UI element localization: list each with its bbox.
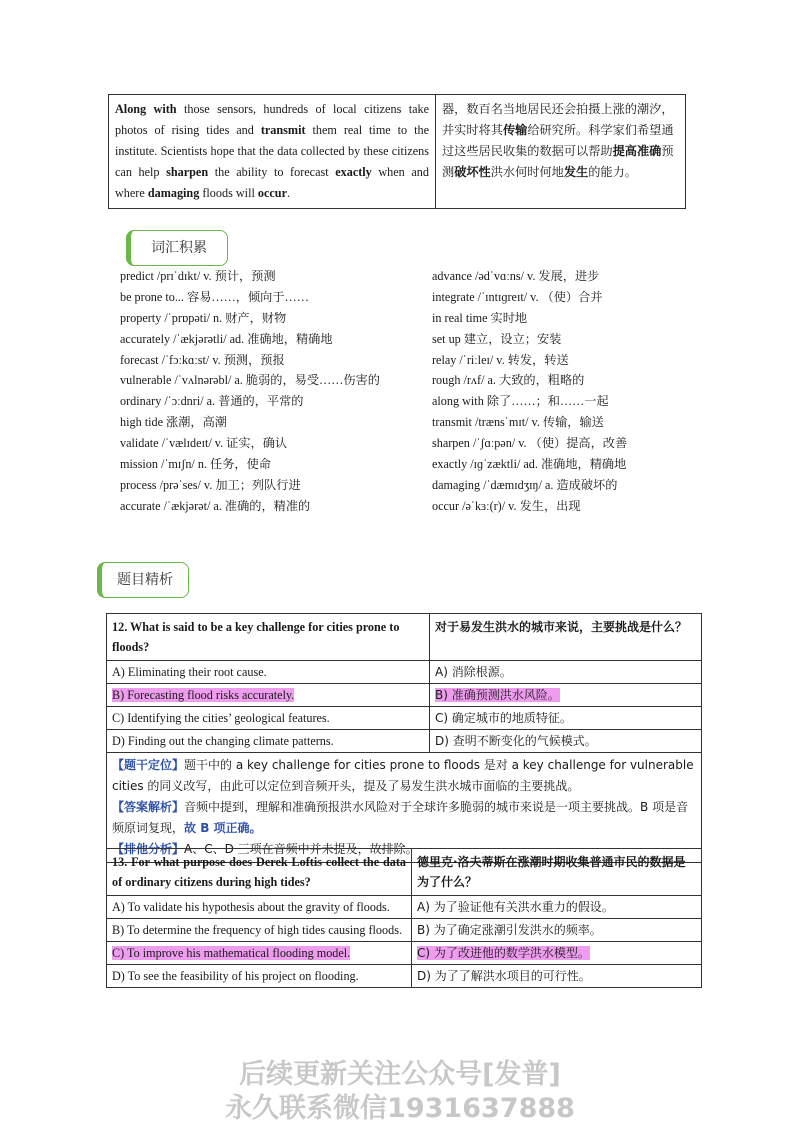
question-12-table — [106, 613, 702, 863]
passage-cn-run: 洪水何时何地 — [490, 165, 564, 179]
q13-option-d — [107, 965, 702, 988]
vocab-list-right — [432, 266, 627, 517]
q12-exclude: 【排他分析】A、C、D 三项在音频中并未提及，故排除。 — [112, 842, 418, 856]
passage-en-run: floods will — [199, 186, 258, 200]
q13-option-b-en: B) To determine the frequency of high tides causing floods. — [112, 923, 402, 937]
vocab-right-item: exactly /ɪɡˈzæktli/ ad. 准确地，精确地 — [432, 457, 627, 472]
q12-option-a-cn: A) 消除根源。 — [435, 665, 512, 679]
question-13-stem-row — [107, 849, 702, 896]
passage-en-run: those sensors, hundreds of local citizens take photos of rising tides and — [115, 102, 429, 137]
vocab-right-item: set up 建立，设立；安装 — [432, 331, 562, 346]
q12-option-c-cn: C) 确定城市的地质特征。 — [435, 711, 572, 725]
passage-en-run: Along with — [115, 102, 177, 116]
q12-option-c — [107, 707, 702, 730]
q13-option-c — [107, 942, 702, 965]
passage-cn-run: 预测 — [442, 144, 674, 179]
q13-option-c-en: C) To improve his mathematical flooding model. — [112, 946, 351, 960]
vocab-right-item: transmit /trænsˈmɪt/ v. 传输，输送 — [432, 415, 604, 430]
question-13-cn: 德里克·洛夫蒂斯在涨潮时期收集普通市民的数据是为了什么？ — [417, 855, 686, 889]
q12-option-b — [107, 684, 702, 707]
passage-en-run: damaging — [147, 186, 200, 200]
q12-option-b-en: B) Forecasting flood risks accurately. — [112, 688, 295, 702]
passage-en-run: . — [287, 186, 291, 200]
vocab-right-item: advance /ədˈvɑːns/ v. 发展，进步 — [432, 269, 600, 283]
vocab-right-item: relay /ˈriːleɪ/ v. 转发，转送 — [432, 352, 569, 367]
q12-option-b-cn: B) 准确预测洪水风险。 — [435, 688, 560, 702]
vocab-left-item: accurately /ˈækjərətli/ ad. 准确地，精确地 — [120, 331, 333, 346]
q13-option-c-cn: C) 为了改进他的数学洪水模型。 — [417, 946, 590, 960]
vocab-left-item: vulnerable /ˈvʌlnərəbl/ a. 脆弱的，易受……伤害的 — [120, 373, 380, 388]
q12-option-d-cn: D) 查明不断变化的气候模式。 — [435, 734, 597, 748]
q12-analysis-row — [107, 753, 702, 863]
q12-option-d — [107, 730, 702, 753]
vocab-left-item: high tide 涨潮，高潮 — [120, 415, 227, 430]
passage-en-run: them real time to the institute. Scientists hope that the data collected by these citizens can help — [115, 123, 429, 179]
passage-chinese — [436, 95, 686, 209]
passage-en-run: sharpen — [166, 165, 209, 179]
passage-cn-run: 传输 — [502, 123, 528, 137]
q12-option-a — [107, 661, 702, 684]
passage-cn-run: 发生 — [563, 165, 589, 179]
passage-cn-run: 的能力。 — [588, 165, 637, 179]
question-12-stem-row — [107, 614, 702, 661]
q13-option-a-cn: A) 为了验证他有关洪水重力的假设。 — [417, 900, 614, 914]
passage-en-run: when and where — [115, 165, 429, 200]
vocab-left-item: predict /prɪˈdɪkt/ v. 预计，预测 — [120, 269, 276, 283]
vocab-list-left — [120, 266, 380, 517]
vocab-left-item: forecast /ˈfɔːkɑːst/ v. 预测，预报 — [120, 352, 285, 367]
question-13-table — [106, 848, 702, 988]
passage-english — [109, 95, 436, 209]
q12-option-c-en: C) Identifying the cities’ geological features. — [112, 711, 330, 725]
passage-en-run: the ability to forecast — [208, 165, 336, 179]
vocab-right-item: damaging /ˈdæmɪdʒɪŋ/ a. 造成破坏的 — [432, 477, 618, 492]
vocab-right-item: along with 除了……；和……一起 — [432, 394, 609, 409]
vocab-right-item: occur /əˈkɜː(r)/ v. 发生，出现 — [432, 498, 581, 513]
q12-option-a-en: A) Eliminating their root cause. — [112, 665, 267, 679]
vocab-left-item: mission /ˈmɪʃn/ n. 任务，使命 — [120, 457, 271, 472]
q12-locate: 【题干定位】题干中的 a key challenge for cities prone to floods 是对 a key challenge for vulnerable cities 的同义改写，由此可以定位到音频开头，提及了易发生洪水城市面临的主要挑战。 — [112, 758, 694, 793]
vocab-left-item: validate /ˈvælɪdeɪt/ v. 证实，确认 — [120, 436, 288, 451]
q13-option-b-cn: B) 为了确定涨潮引发洪水的频率。 — [417, 923, 602, 937]
vocab-left-item: accurate /ˈækjərət/ a. 准确的，精准的 — [120, 498, 311, 513]
passage-table — [108, 94, 686, 209]
vocab-left-item: be prone to... 容易……，倾向于…… — [120, 289, 309, 304]
passage-cn-run: 提高准确 — [612, 144, 662, 158]
vocab-right-item: rough /rʌf/ a. 大致的，粗略的 — [432, 373, 585, 388]
q13-option-b — [107, 919, 702, 942]
q13-option-d-en: D) To see the feasibility of his project on flooding. — [112, 969, 359, 983]
question-13-en: 13. For what purpose does Derek Loftis collect the data of ordinary citizens during high tides? — [112, 855, 406, 889]
passage-cn-run: 给研究所。科学家们希望通过这些居民收集的数据可以帮助 — [442, 123, 674, 158]
vocab-left-item: property /ˈprɒpəti/ n. 财产，财物 — [120, 310, 287, 325]
vocab-left-item: process /prəˈses/ v. 加工；列队行进 — [120, 477, 301, 492]
q13-option-a — [107, 896, 702, 919]
q12-answer: 【答案解析】音频中提到，理解和准确预报洪水风险对于全球许多脆弱的城市来说是一项主要挑战。B 项是音频原词复现，故 B 项正确。 — [112, 800, 689, 835]
q12-option-d-en: D) Finding out the changing climate patterns. — [112, 734, 334, 748]
question-12-en: 12. What is said to be a key challenge for cities prone to floods? — [112, 620, 400, 654]
vocab-right-item: sharpen /ˈʃɑːpən/ v. （使）提高，改善 — [432, 436, 628, 451]
vocab-right-item: in real time 实时地 — [432, 310, 528, 325]
passage-en-run: exactly — [335, 165, 372, 179]
question-12-cn: 对于易发生洪水的城市来说，主要挑战是什么？ — [435, 620, 688, 634]
footer-line-2: 永久联系微信1931637888 — [225, 1093, 575, 1124]
vocab-section-title: 词汇积累 — [126, 230, 228, 266]
q13-option-a-en: A) To validate his hypothesis about the gravity of floods. — [112, 900, 390, 914]
vocab-left-item: ordinary /ˈɔːdnri/ a. 普通的，平常的 — [120, 394, 304, 409]
footer-line-1: 后续更新关注公众号[发普] — [239, 1059, 561, 1090]
analysis-section-title: 题目精析 — [97, 562, 189, 598]
passage-cn-run: 器，数百名当地居民还会拍摄上涨的潮汐，并实时将其 — [442, 102, 674, 137]
passage-en-run: transmit — [260, 123, 306, 137]
q13-option-d-cn: D) 为了了解洪水项目的可行性。 — [417, 969, 591, 983]
vocab-right-item: integrate /ˈɪntɪɡreɪt/ v. （使）合并 — [432, 289, 603, 304]
passage-en-run: occur — [257, 186, 287, 200]
passage-cn-run: 破坏性 — [454, 165, 491, 179]
